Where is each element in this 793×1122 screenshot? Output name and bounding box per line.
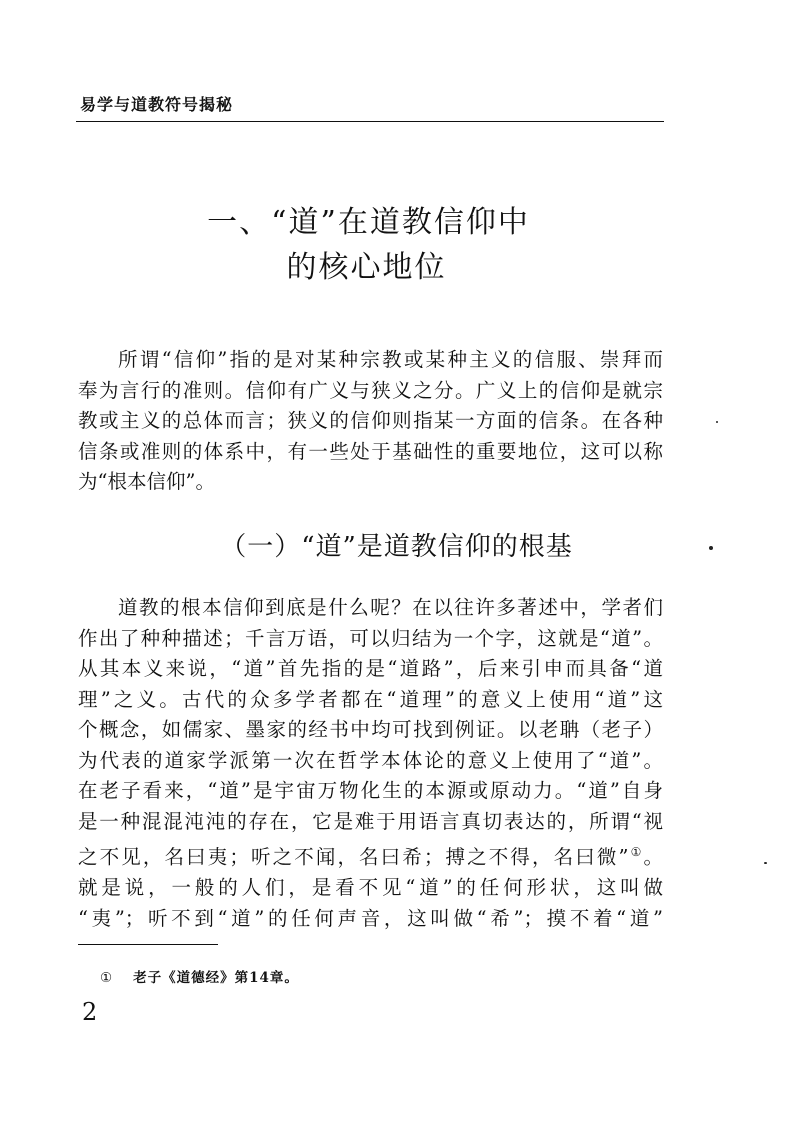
footnote-rule bbox=[78, 944, 218, 945]
paragraph-1-line: 奉为言行的准则。信仰有广义与狭义之分。广义上的信仰是就宗 bbox=[78, 378, 663, 402]
chapter-title-line-2: 的核心地位 bbox=[286, 250, 447, 285]
chapter-title-line-1: 一、“道”在道教信仰中 bbox=[207, 205, 530, 240]
paragraph-1-line: 所谓“信仰”指的是对某种宗教或某种主义的信服、崇拜而 bbox=[118, 348, 663, 371]
paragraph-2-line: 在老子看来，“道”是宇宙万物化生的本源或原动力。“道”自身 bbox=[78, 779, 663, 802]
footnote-reference: ① bbox=[628, 845, 644, 859]
paragraph-2-line: 是一种混混沌沌的存在，它是难于用语言真切表达的，所谓“视 bbox=[78, 809, 663, 833]
paragraph-2-line: 道教的根本信仰到底是什么呢？在以往许多著述中，学者们 bbox=[118, 596, 663, 619]
footnote-reference-tail: 。 bbox=[643, 845, 663, 869]
paragraph-2-line: 个概念，如儒家、墨家的经书中均可找到例证。以老聃（老子） bbox=[78, 718, 663, 741]
scan-speck bbox=[709, 546, 713, 550]
page-number: 2 bbox=[82, 998, 98, 1026]
paragraph-1-line: 教或主义的总体而言；狭义的信仰则指某一方面的信条。在各种 bbox=[78, 409, 663, 432]
paragraph-2-line: 为代表的道家学派第一次在哲学本体论的意义上使用了“道”。 bbox=[78, 748, 663, 772]
paragraph-2-line-text: 之不见，名曰夷；听之不闻，名曰希；搏之不得，名曰微” bbox=[78, 845, 629, 869]
paragraph-1 bbox=[78, 345, 663, 498]
paragraph-2-line bbox=[78, 837, 663, 873]
paragraph-2-line: 理”之义。古代的众多学者都在“道理”的意义上使用“道”这 bbox=[78, 687, 663, 711]
paragraph-2-line: “夷”；听不到“道”的任何声音，这叫做“希”；摸不着“道” bbox=[78, 906, 663, 930]
scan-speck bbox=[716, 421, 718, 423]
paragraph-2-line: 就是说，一般的人们，是看不见“道”的任何形状，这叫做 bbox=[78, 876, 663, 899]
footnote-text: 老子《道德经》第14章。 bbox=[133, 970, 299, 986]
header-rule bbox=[76, 121, 664, 122]
section-heading: （一）“道”是道教信仰的根基 bbox=[220, 532, 573, 562]
footnote bbox=[100, 966, 299, 986]
paragraph-2-line: 从其本义来说，“道”首先指的是“道路”，后来引申而具备“道 bbox=[78, 657, 663, 680]
paragraph-2-line: 作出了种种描述；千言万语，可以归结为一个字，这就是“道”。 bbox=[78, 626, 663, 650]
paragraph-1-line: 为“根本信仰”。 bbox=[78, 470, 215, 493]
paragraph-1-line: 信条或准则的体系中，有一些处于基础性的重要地位，这可以称 bbox=[78, 439, 663, 463]
running-head: 易学与道教符号揭秘 bbox=[80, 95, 234, 114]
scan-speck bbox=[764, 862, 767, 864]
paragraph-2 bbox=[78, 593, 663, 934]
footnote-mark: ① bbox=[100, 970, 114, 986]
